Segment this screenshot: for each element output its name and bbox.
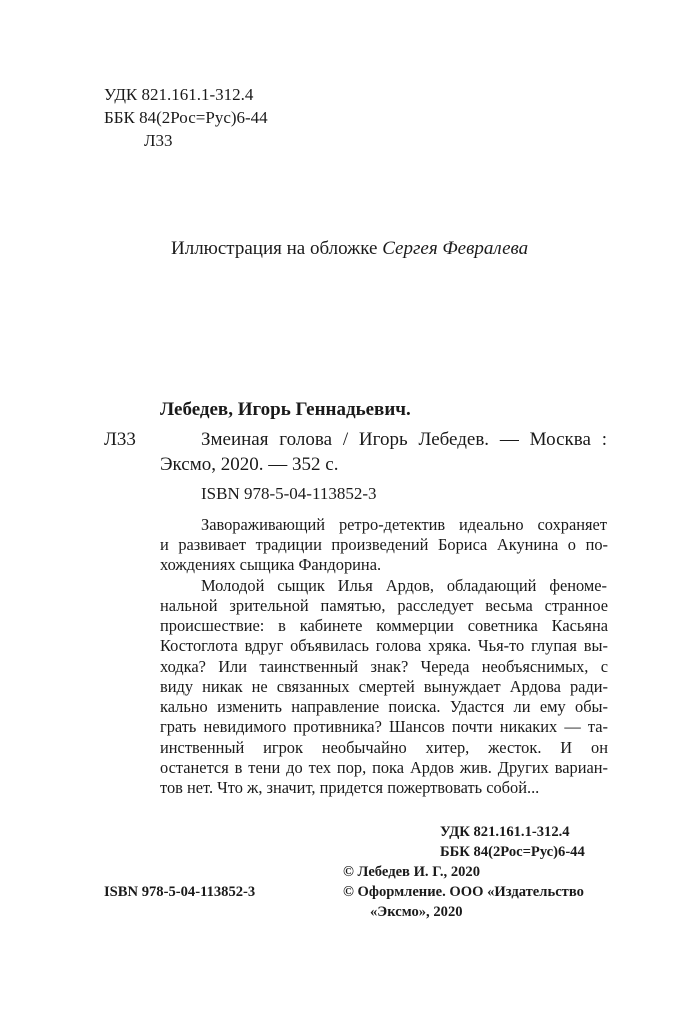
illustration-credit xyxy=(171,237,528,261)
annotation-line: нальной зрительной памятью, расследует весьма странное xyxy=(160,596,608,615)
annotation-line: ходка? Или таинственный знак? Череда необъяснимых, с xyxy=(160,657,608,676)
illustration-artist: Сергея Февралева xyxy=(382,238,529,259)
bottom-bbk-code: ББК 84(2Рос=Рус)6-44 xyxy=(440,844,585,860)
annotation-line: кально изменить направление поиска. Удастся ли ему обы- xyxy=(160,697,608,716)
annotation-line: останется в тени до тех пор, пока Ардов жив. Других вариан- xyxy=(160,758,608,777)
bbk-code: ББК 84(2Рос=Рус)6-44 xyxy=(104,108,268,127)
copyright-publisher: «Эксмо», 2020 xyxy=(370,904,463,920)
catalog-mark: Л33 xyxy=(104,429,136,450)
catalog-isbn: ISBN 978-5-04-113852-3 xyxy=(201,484,377,503)
annotation-line: Молодой сыщик Илья Ардов, обладающий феноме- xyxy=(201,576,607,595)
annotation-line: хождениях сыщика Фандорина. xyxy=(160,555,382,574)
annotation-line: происшествие: в кабинете коммерции советника Касьяна xyxy=(160,616,608,635)
copyright-design: © Оформление. ООО «Издательство xyxy=(343,884,584,900)
annotation-line: и развивает традиции произведений Бориса Акунина о по- xyxy=(160,535,608,554)
annotation-line: инственный игрок необычайно хитер, жесток. И он xyxy=(160,738,608,757)
udk-code: УДК 821.161.1-312.4 xyxy=(104,85,254,104)
illustration-prefix: Иллюстрация на обложке xyxy=(171,238,378,259)
copyright-author: © Лебедев И. Г., 2020 xyxy=(343,864,481,880)
bottom-isbn: ISBN 978-5-04-113852-3 xyxy=(104,884,256,900)
annotation-line: виду никак не связанных смертей вынуждает Ардова ради- xyxy=(160,677,608,696)
catalog-title-line-1: Змеиная голова / Игорь Лебедев. — Москва : xyxy=(201,429,607,450)
annotation-line: Костоглота вдруг объявилась голова хряка. Чья-то глупая вы- xyxy=(160,636,608,655)
annotation-line: грать невидимого противника? Шансов почти никаких — та- xyxy=(160,717,608,736)
annotation-line: Завораживающий ретро-детектив идеально сохраняет xyxy=(201,515,607,534)
bottom-udk-code: УДК 821.161.1-312.4 xyxy=(440,824,570,840)
catalog-author: Лебедев, Игорь Геннадьевич. xyxy=(160,399,411,420)
catalog-title-line-2: Эксмо, 2020. — 352 с. xyxy=(160,454,339,475)
author-mark: Л33 xyxy=(144,131,173,150)
annotation-line: тов нет. Что ж, значит, придется пожертвовать собой... xyxy=(160,778,540,797)
